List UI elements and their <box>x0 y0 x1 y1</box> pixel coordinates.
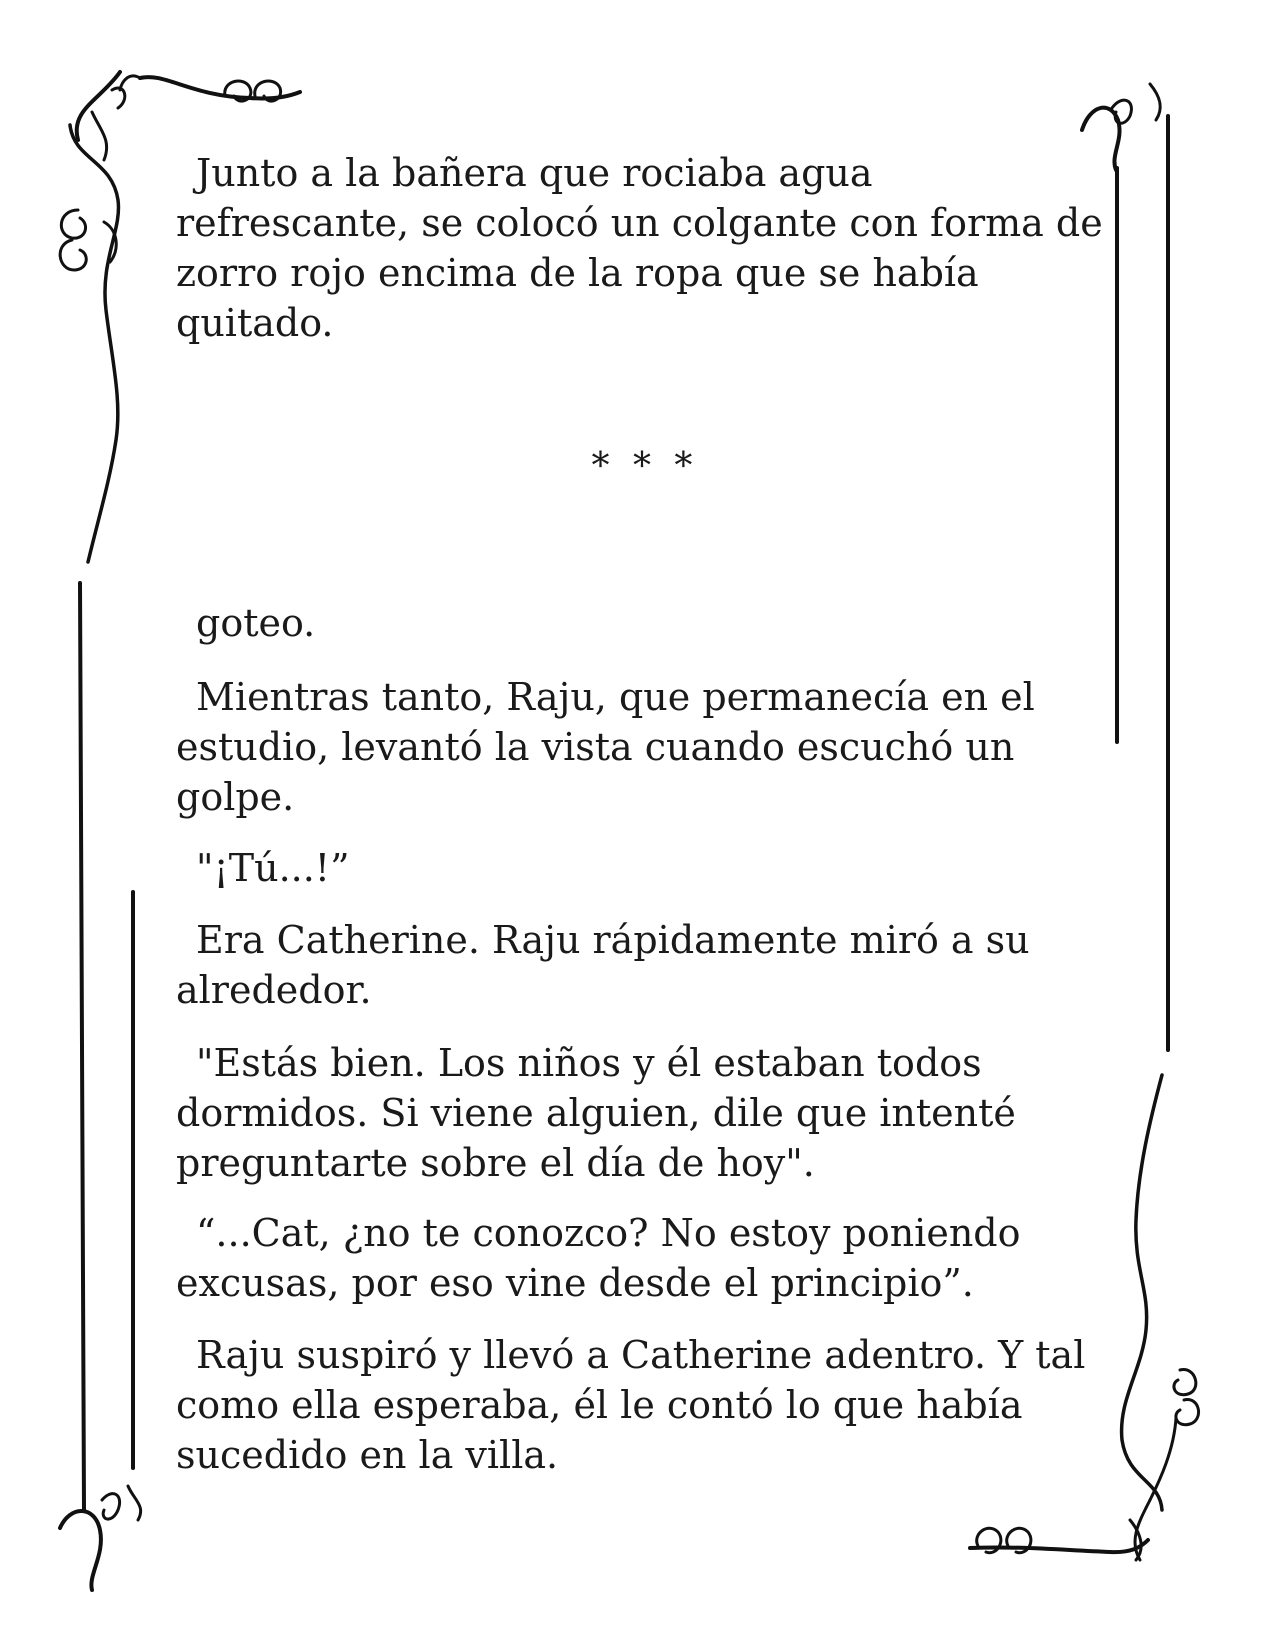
text-line: como ella esperaba, él le contó lo que había <box>176 1383 1023 1427</box>
scene-break: * * * <box>591 446 699 487</box>
text-line: “...Cat, ¿no te conozco? No estoy poniendo <box>196 1211 1021 1255</box>
text-line: zorro rojo encima de la ropa que se había <box>176 251 979 295</box>
text-line: refrescante, se colocó un colgante con forma de <box>176 201 1103 245</box>
paragraph-1 <box>176 148 1103 348</box>
paragraph-7 <box>176 1208 1096 1308</box>
text-line: sucedido en la villa. <box>176 1433 559 1477</box>
text-line: Mientras tanto, Raju, que permanecía en el <box>196 675 1035 719</box>
paragraph-6 <box>176 1038 1096 1188</box>
text-line: golpe. <box>176 775 295 819</box>
text-line: estudio, levantó la vista cuando escuchó un <box>176 725 1015 769</box>
paragraph-3 <box>176 672 1096 822</box>
paragraph-8 <box>176 1330 1096 1480</box>
text-line: Era Catherine. Raju rápidamente miró a su <box>196 918 1030 962</box>
paragraph-2 <box>176 598 1096 648</box>
text-line: quitado. <box>176 301 334 345</box>
text-line: alrededor. <box>176 968 372 1012</box>
text-line: Junto a la bañera que rociaba agua <box>196 151 873 195</box>
text-line: excusas, por eso vine desde el principio”. <box>176 1261 974 1305</box>
text-line: goteo. <box>196 601 316 645</box>
text-line: "¡Tú...!” <box>196 846 350 890</box>
left-rule-outer <box>80 583 84 1510</box>
text-line: preguntarte sobre el día de hoy". <box>176 1141 815 1185</box>
text-line: dormidos. Si viene alguien, dile que intenté <box>176 1091 1016 1135</box>
text-line: "Estás bien. Los niños y él estaban todos <box>196 1041 982 1085</box>
paragraph-5 <box>176 915 1096 1015</box>
paragraph-4 <box>176 843 1096 893</box>
flourish-bottom-left <box>60 1486 141 1590</box>
text-line: Raju suspiró y llevó a Catherine adentro. Y tal <box>196 1333 1086 1377</box>
